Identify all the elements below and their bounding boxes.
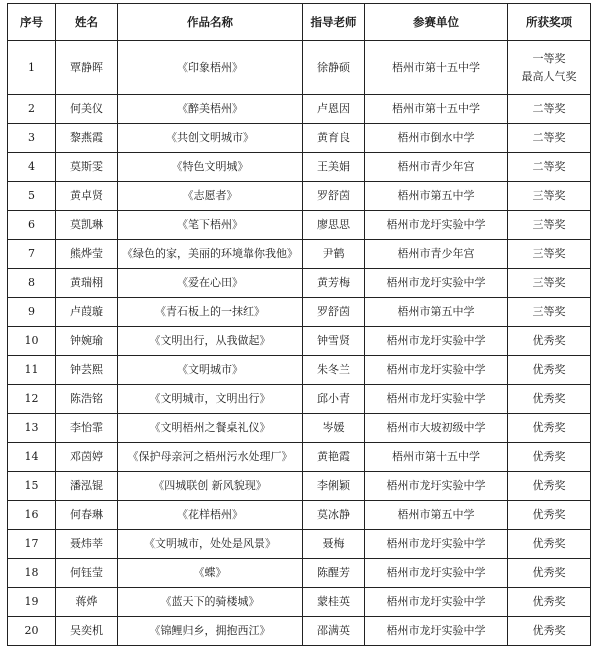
cell-teacher: 王美娟 — [303, 153, 365, 182]
cell-name: 陈浩铭 — [56, 385, 118, 414]
cell-serial: 7 — [8, 240, 56, 269]
cell-teacher: 黄芳梅 — [303, 269, 365, 298]
cell-teacher: 廖思思 — [303, 211, 365, 240]
header-name: 姓名 — [56, 4, 118, 41]
cell-unit: 梧州市龙圩实验中学 — [365, 356, 508, 385]
cell-work-title: 《文明梧州之餐桌礼仪》 — [118, 414, 303, 443]
cell-unit: 梧州市龙圩实验中学 — [365, 617, 508, 646]
cell-teacher: 黄育良 — [303, 124, 365, 153]
cell-serial: 6 — [8, 211, 56, 240]
cell-teacher: 罗舒茵 — [303, 298, 365, 327]
cell-unit: 梧州市青少年宫 — [365, 240, 508, 269]
cell-unit: 梧州市第五中学 — [365, 182, 508, 211]
cell-teacher: 尹鹤 — [303, 240, 365, 269]
cell-award: 优秀奖 — [508, 617, 591, 646]
cell-serial: 18 — [8, 559, 56, 588]
cell-name: 卢葭璇 — [56, 298, 118, 327]
table-row — [8, 298, 591, 327]
cell-work-title: 《特色文明城》 — [118, 153, 303, 182]
cell-award: 优秀奖 — [508, 327, 591, 356]
award-primary: 一等奖 — [532, 51, 566, 65]
table-row — [8, 95, 591, 124]
award-secondary: 最高人气奖 — [521, 69, 577, 83]
cell-name: 钟婉瑜 — [56, 327, 118, 356]
table-row — [8, 327, 591, 356]
table-row — [8, 356, 591, 385]
cell-serial: 20 — [8, 617, 56, 646]
cell-unit: 梧州市第五中学 — [365, 298, 508, 327]
cell-name: 莫凯琳 — [56, 211, 118, 240]
cell-serial: 11 — [8, 356, 56, 385]
cell-serial: 9 — [8, 298, 56, 327]
table-row — [8, 211, 591, 240]
cell-name: 覃静晖 — [56, 41, 118, 95]
cell-work-title: 《醉美梧州》 — [118, 95, 303, 124]
cell-teacher: 岑媛 — [303, 414, 365, 443]
table-header-row — [8, 4, 591, 41]
cell-serial: 19 — [8, 588, 56, 617]
table-row — [8, 530, 591, 559]
cell-name: 何美仪 — [56, 95, 118, 124]
cell-serial: 15 — [8, 472, 56, 501]
cell-serial: 5 — [8, 182, 56, 211]
header-work-title: 作品名称 — [118, 4, 303, 41]
cell-serial: 13 — [8, 414, 56, 443]
header-teacher: 指导老师 — [303, 4, 365, 41]
cell-award: 三等奖 — [508, 298, 591, 327]
cell-work-title: 《青石板上的一抹红》 — [118, 298, 303, 327]
cell-name: 黄卓贤 — [56, 182, 118, 211]
cell-name: 黄瑞栩 — [56, 269, 118, 298]
cell-work-title: 《志愿者》 — [118, 182, 303, 211]
cell-name: 莫斯雯 — [56, 153, 118, 182]
cell-award: 优秀奖 — [508, 443, 591, 472]
cell-unit: 梧州市龙圩实验中学 — [365, 472, 508, 501]
cell-serial: 8 — [8, 269, 56, 298]
header-award: 所获奖项 — [508, 4, 591, 41]
cell-serial: 14 — [8, 443, 56, 472]
cell-award: 优秀奖 — [508, 414, 591, 443]
cell-award: 优秀奖 — [508, 501, 591, 530]
cell-unit: 梧州市龙圩实验中学 — [365, 559, 508, 588]
table-row — [8, 501, 591, 530]
cell-name: 蒋烨 — [56, 588, 118, 617]
cell-work-title: 《四城联创 新风貌现》 — [118, 472, 303, 501]
cell-award: 二等奖 — [508, 124, 591, 153]
cell-award: 三等奖 — [508, 211, 591, 240]
cell-work-title: 《蝶》 — [118, 559, 303, 588]
cell-award — [508, 41, 591, 95]
cell-serial: 12 — [8, 385, 56, 414]
cell-name: 何钰莹 — [56, 559, 118, 588]
cell-teacher: 朱冬兰 — [303, 356, 365, 385]
cell-teacher: 黄艳霞 — [303, 443, 365, 472]
table-row — [8, 153, 591, 182]
cell-work-title: 《文明城市，文明出行》 — [118, 385, 303, 414]
cell-teacher: 李俐颖 — [303, 472, 365, 501]
cell-teacher: 罗舒茵 — [303, 182, 365, 211]
cell-award: 三等奖 — [508, 240, 591, 269]
cell-work-title: 《蓝天下的骑楼城》 — [118, 588, 303, 617]
cell-serial: 10 — [8, 327, 56, 356]
cell-name: 李怡霏 — [56, 414, 118, 443]
cell-name: 聂炜莘 — [56, 530, 118, 559]
cell-name: 何春琳 — [56, 501, 118, 530]
cell-award: 三等奖 — [508, 182, 591, 211]
cell-teacher: 钟雪贤 — [303, 327, 365, 356]
cell-unit: 梧州市大坡初级中学 — [365, 414, 508, 443]
table-row — [8, 182, 591, 211]
cell-serial: 2 — [8, 95, 56, 124]
table-row — [8, 588, 591, 617]
cell-unit: 梧州市龙圩实验中学 — [365, 327, 508, 356]
table-row — [8, 269, 591, 298]
table-row — [8, 240, 591, 269]
cell-serial: 16 — [8, 501, 56, 530]
cell-unit: 梧州市龙圩实验中学 — [365, 588, 508, 617]
cell-work-title: 《文明城市》 — [118, 356, 303, 385]
cell-unit: 梧州市龙圩实验中学 — [365, 385, 508, 414]
cell-name: 吴奕机 — [56, 617, 118, 646]
table-row — [8, 41, 591, 95]
cell-teacher: 聂梅 — [303, 530, 365, 559]
table-row — [8, 124, 591, 153]
cell-name: 钟芸熙 — [56, 356, 118, 385]
cell-award: 二等奖 — [508, 95, 591, 124]
table-row — [8, 414, 591, 443]
header-unit: 参赛单位 — [365, 4, 508, 41]
awards-table — [7, 3, 591, 646]
cell-serial: 17 — [8, 530, 56, 559]
cell-award: 优秀奖 — [508, 559, 591, 588]
cell-unit: 梧州市第十五中学 — [365, 41, 508, 95]
cell-award: 优秀奖 — [508, 385, 591, 414]
cell-award: 二等奖 — [508, 153, 591, 182]
cell-work-title: 《笔下梧州》 — [118, 211, 303, 240]
cell-work-title: 《文明出行，从我做起》 — [118, 327, 303, 356]
cell-serial: 1 — [8, 41, 56, 95]
table-row — [8, 385, 591, 414]
cell-teacher: 卢恩因 — [303, 95, 365, 124]
cell-award: 优秀奖 — [508, 472, 591, 501]
cell-work-title: 《共创文明城市》 — [118, 124, 303, 153]
cell-work-title: 《绿色的家，美丽的环境靠你我他》 — [118, 240, 303, 269]
cell-work-title: 《爱在心田》 — [118, 269, 303, 298]
cell-work-title: 《印象梧州》 — [118, 41, 303, 95]
table-body — [8, 41, 591, 646]
cell-award: 优秀奖 — [508, 588, 591, 617]
cell-serial: 4 — [8, 153, 56, 182]
awards-table-container — [7, 3, 590, 646]
cell-unit: 梧州市青少年宫 — [365, 153, 508, 182]
table-row — [8, 472, 591, 501]
cell-serial: 3 — [8, 124, 56, 153]
table-row — [8, 559, 591, 588]
cell-unit: 梧州市倒水中学 — [365, 124, 508, 153]
cell-name: 邓茵婷 — [56, 443, 118, 472]
cell-name: 潘泓锟 — [56, 472, 118, 501]
table-row — [8, 443, 591, 472]
cell-teacher: 莫冰静 — [303, 501, 365, 530]
cell-work-title: 《保护母亲河之梧州污水处理厂》 — [118, 443, 303, 472]
cell-name: 黎燕霞 — [56, 124, 118, 153]
cell-unit: 梧州市龙圩实验中学 — [365, 211, 508, 240]
cell-unit: 梧州市龙圩实验中学 — [365, 530, 508, 559]
cell-teacher: 蒙桂英 — [303, 588, 365, 617]
cell-unit: 梧州市第五中学 — [365, 501, 508, 530]
cell-teacher: 陈醒芳 — [303, 559, 365, 588]
cell-unit: 梧州市龙圩实验中学 — [365, 269, 508, 298]
cell-award: 优秀奖 — [508, 356, 591, 385]
cell-work-title: 《锦鲤归乡，拥抱西江》 — [118, 617, 303, 646]
cell-award: 三等奖 — [508, 269, 591, 298]
table-row — [8, 617, 591, 646]
cell-work-title: 《文明城市，处处是风景》 — [118, 530, 303, 559]
cell-work-title: 《花样梧州》 — [118, 501, 303, 530]
cell-name: 熊烨莹 — [56, 240, 118, 269]
cell-award: 优秀奖 — [508, 530, 591, 559]
cell-teacher: 徐静硕 — [303, 41, 365, 95]
cell-unit: 梧州市第十五中学 — [365, 95, 508, 124]
cell-unit: 梧州市第十五中学 — [365, 443, 508, 472]
header-serial: 序号 — [8, 4, 56, 41]
cell-teacher: 邵满英 — [303, 617, 365, 646]
cell-teacher: 邱小青 — [303, 385, 365, 414]
